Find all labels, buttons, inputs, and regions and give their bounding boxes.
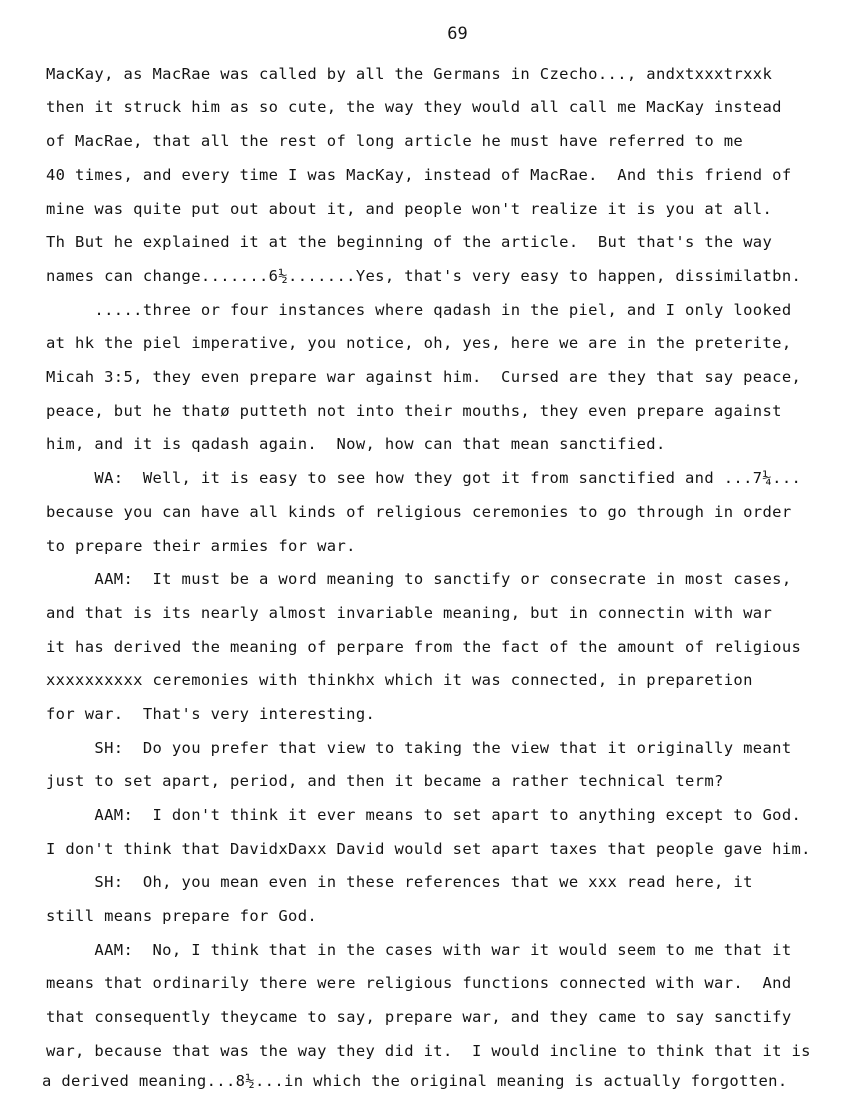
text-line-15: to prepare their armies for war. (46, 537, 356, 555)
page-number: 69 (447, 24, 468, 44)
text-line-9: at hk the piel imperative, you notice, oh, yes, here we are in the preterite, (46, 334, 792, 352)
text-line-13: WA: Well, it is easy to see how they got it from sanctified and ...7¼... (46, 469, 802, 487)
text-line-31: a derived meaning...8½...in which the original meaning is actually forgotten. (42, 1072, 788, 1090)
text-line-12: him, and it is qadash again. Now, how can that mean sanctified. (46, 435, 666, 453)
text-line-17: and that is its nearly almost invariable meaning, but in connectin with war (46, 604, 773, 622)
text-line-30: war, because that was the way they did it. I would incline to think that it is (46, 1042, 811, 1060)
text-line-25: SH: Oh, you mean even in these references that we xxx read here, it (46, 873, 753, 891)
text-line-24: I don't think that DavidxDaxx David would set apart taxes that people gave him. (46, 840, 811, 858)
text-line-27: AAM: No, I think that in the cases with war it would seem to me that it (46, 941, 792, 959)
text-line-29: that consequently theycame to say, prepare war, and they came to say sanctify (46, 1008, 792, 1026)
text-line-3: of MacRae, that all the rest of long article he must have referred to me (46, 132, 744, 150)
text-line-2: then it struck him as so cute, the way they would all call me MacKay instead (46, 98, 782, 116)
text-line-21: SH: Do you prefer that view to taking the view that it originally meant (46, 739, 792, 757)
text-line-23: AAM: I don't think it ever means to set apart to anything except to God. (46, 806, 802, 824)
text-line-19: xxxxxxxxxx ceremonies with thinkhx which it was connected, in preparetion (46, 671, 753, 689)
text-line-16: AAM: It must be a word meaning to sanctify or consecrate in most cases, (46, 570, 792, 588)
text-line-10: Micah 3:5, they even prepare war against him. Cursed are they that say peace, (46, 368, 802, 386)
text-line-14: because you can have all kinds of religious ceremonies to go through in order (46, 503, 792, 521)
text-line-4: 40 times, and every time I was MacKay, instead of MacRae. And this friend of (46, 166, 792, 184)
text-line-18: it has derived the meaning of perpare from the fact of the amount of religious (46, 638, 802, 656)
text-line-20: for war. That's very interesting. (46, 705, 376, 723)
text-line-5: mine was quite put out about it, and people won't realize it is you at all. (46, 200, 773, 218)
text-line-26: still means prepare for God. (46, 907, 318, 925)
text-line-28: means that ordinarily there were religious functions connected with war. And (46, 974, 792, 992)
text-line-6: Th But he explained it at the beginning of the article. But that's the way (46, 233, 773, 251)
text-line-1: MacKay, as MacRae was called by all the Germans in Czecho..., andxtxxxtrxxk (46, 65, 773, 83)
text-line-8: .....three or four instances where qadash in the piel, and I only looked (46, 301, 792, 319)
text-line-11: peace, but he thatø putteth not into their mouths, they even prepare against (46, 402, 782, 420)
text-line-7: names can change.......6½.......Yes, that's very easy to happen, dissimilatbn. (46, 267, 802, 285)
text-line-22: just to set apart, period, and then it became a rather technical term? (46, 772, 724, 790)
